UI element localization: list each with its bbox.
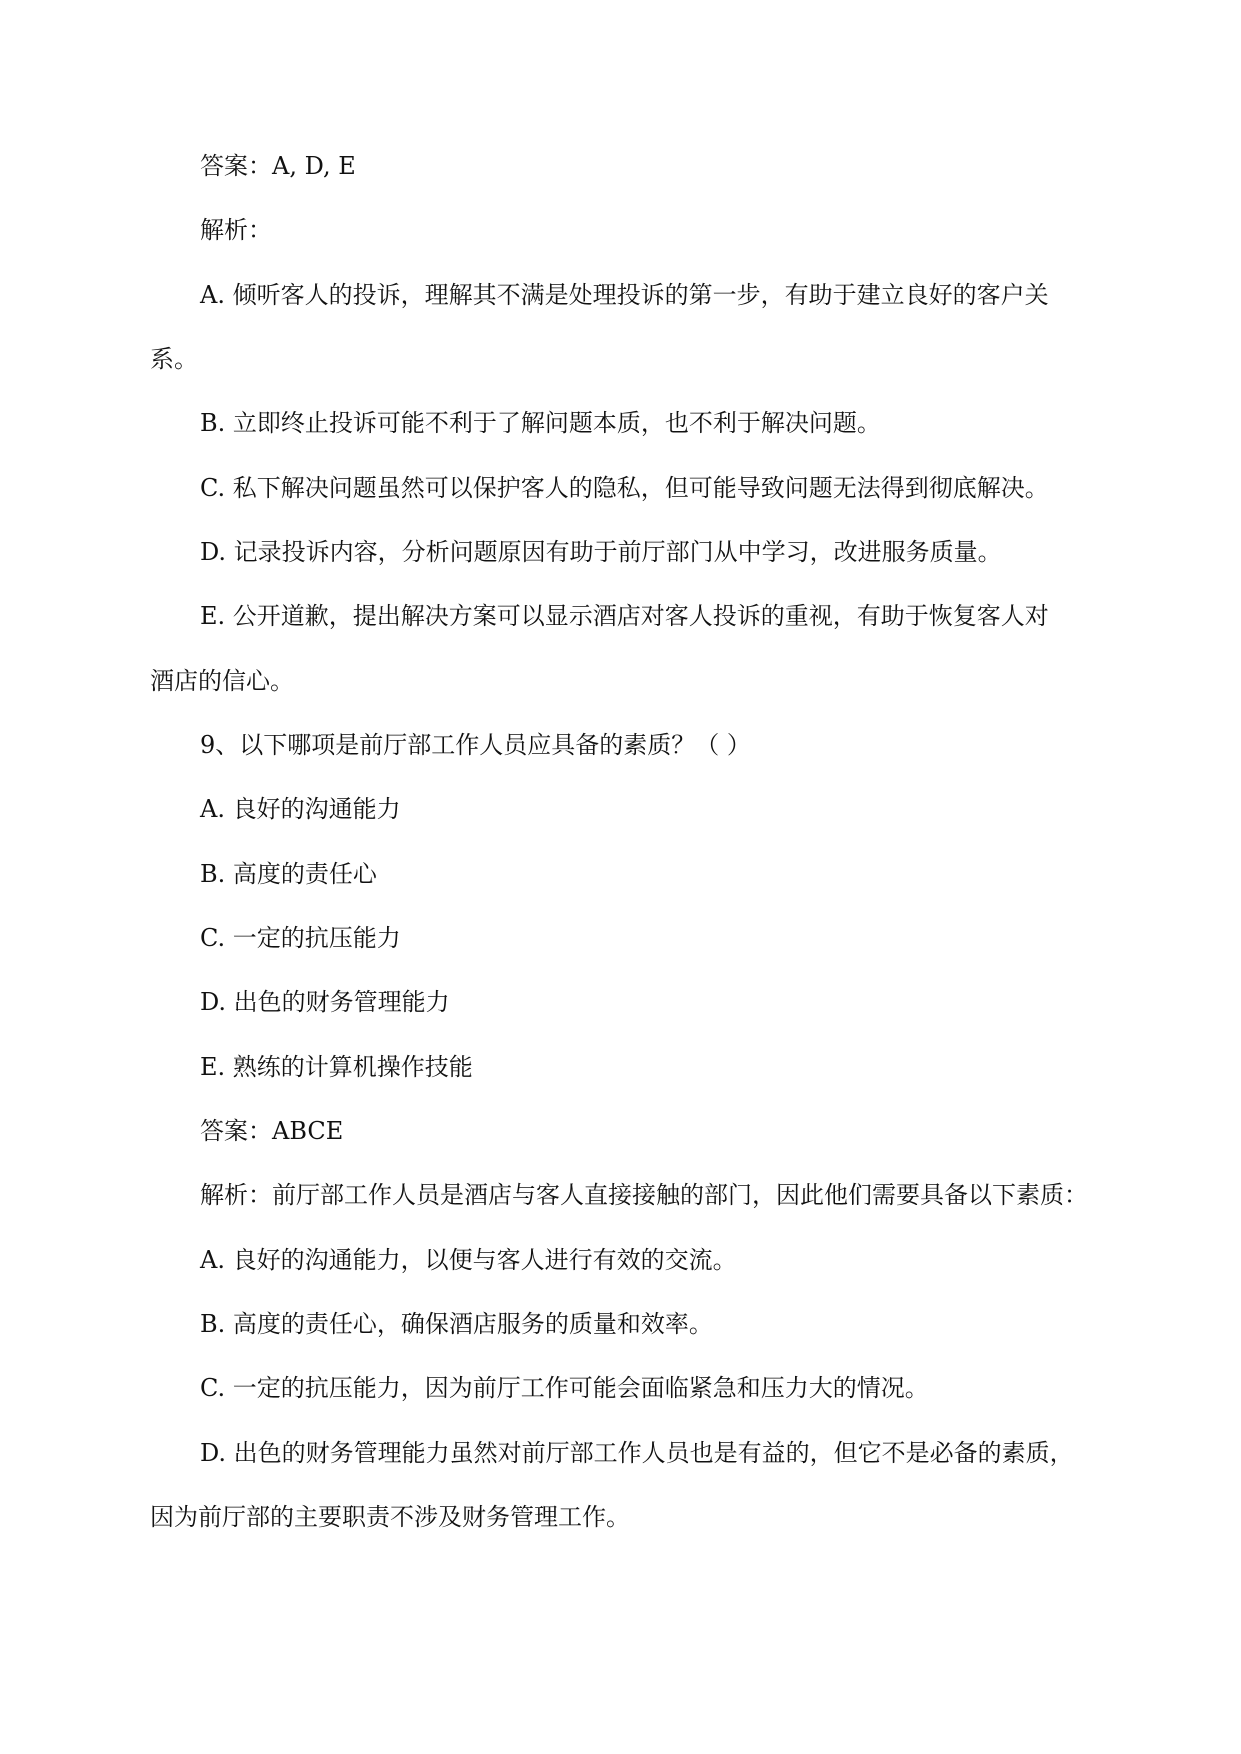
- question-9: 9、以下哪项是前厅部工作人员应具备的素质？（ ）: [200, 731, 751, 759]
- analysis-option-c-q9: C. 一定的抗压能力，因为前厅工作可能会面临紧急和压力大的情况。: [200, 1374, 929, 1402]
- question-9-option-a: A. 良好的沟通能力: [200, 795, 401, 823]
- analysis-intro-q9: 解析：前厅部工作人员是酒店与客人直接接触的部门，因此他们需要具备以下素质：: [200, 1181, 1088, 1209]
- analysis-option-b-q8: B. 立即终止投诉可能不利于了解问题本质，也不利于解决问题。: [200, 409, 881, 437]
- question-9-option-c: C. 一定的抗压能力: [200, 924, 401, 952]
- analysis-option-a-q9: A. 良好的沟通能力，以便与客人进行有效的交流。: [200, 1246, 737, 1274]
- question-9-option-e: E. 熟练的计算机操作技能: [200, 1053, 473, 1081]
- answer-line-q8: 答案：A, D, E: [200, 152, 356, 180]
- answer-line-q9: 答案：ABCE: [200, 1117, 344, 1145]
- question-9-option-d: D. 出色的财务管理能力: [200, 988, 450, 1016]
- analysis-option-a-q8-continued: 系。: [150, 345, 198, 373]
- analysis-option-d-q9: D. 出色的财务管理能力虽然对前厅部工作人员也是有益的，但它不是必备的素质，: [200, 1439, 1074, 1467]
- question-9-option-b: B. 高度的责任心: [200, 860, 377, 888]
- analysis-option-b-q9: B. 高度的责任心，确保酒店服务的质量和效率。: [200, 1310, 713, 1338]
- analysis-option-d-q9-continued: 因为前厅部的主要职责不涉及财务管理工作。: [150, 1503, 630, 1531]
- analysis-option-e-q8-continued: 酒店的信心。: [150, 667, 294, 695]
- analysis-option-e-q8: E. 公开道歉，提出解决方案可以显示酒店对客人投诉的重视，有助于恢复客人对: [200, 602, 1049, 630]
- analysis-option-c-q8: C. 私下解决问题虽然可以保护客人的隐私，但可能导致问题无法得到彻底解决。: [200, 474, 1049, 502]
- analysis-option-d-q8: D. 记录投诉内容，分析问题原因有助于前厅部门从中学习，改进服务质量。: [200, 538, 1002, 566]
- analysis-label-q8: 解析：: [200, 216, 272, 244]
- analysis-option-a-q8: A. 倾听客人的投诉，理解其不满是处理投诉的第一步，有助于建立良好的客户关: [200, 281, 1049, 309]
